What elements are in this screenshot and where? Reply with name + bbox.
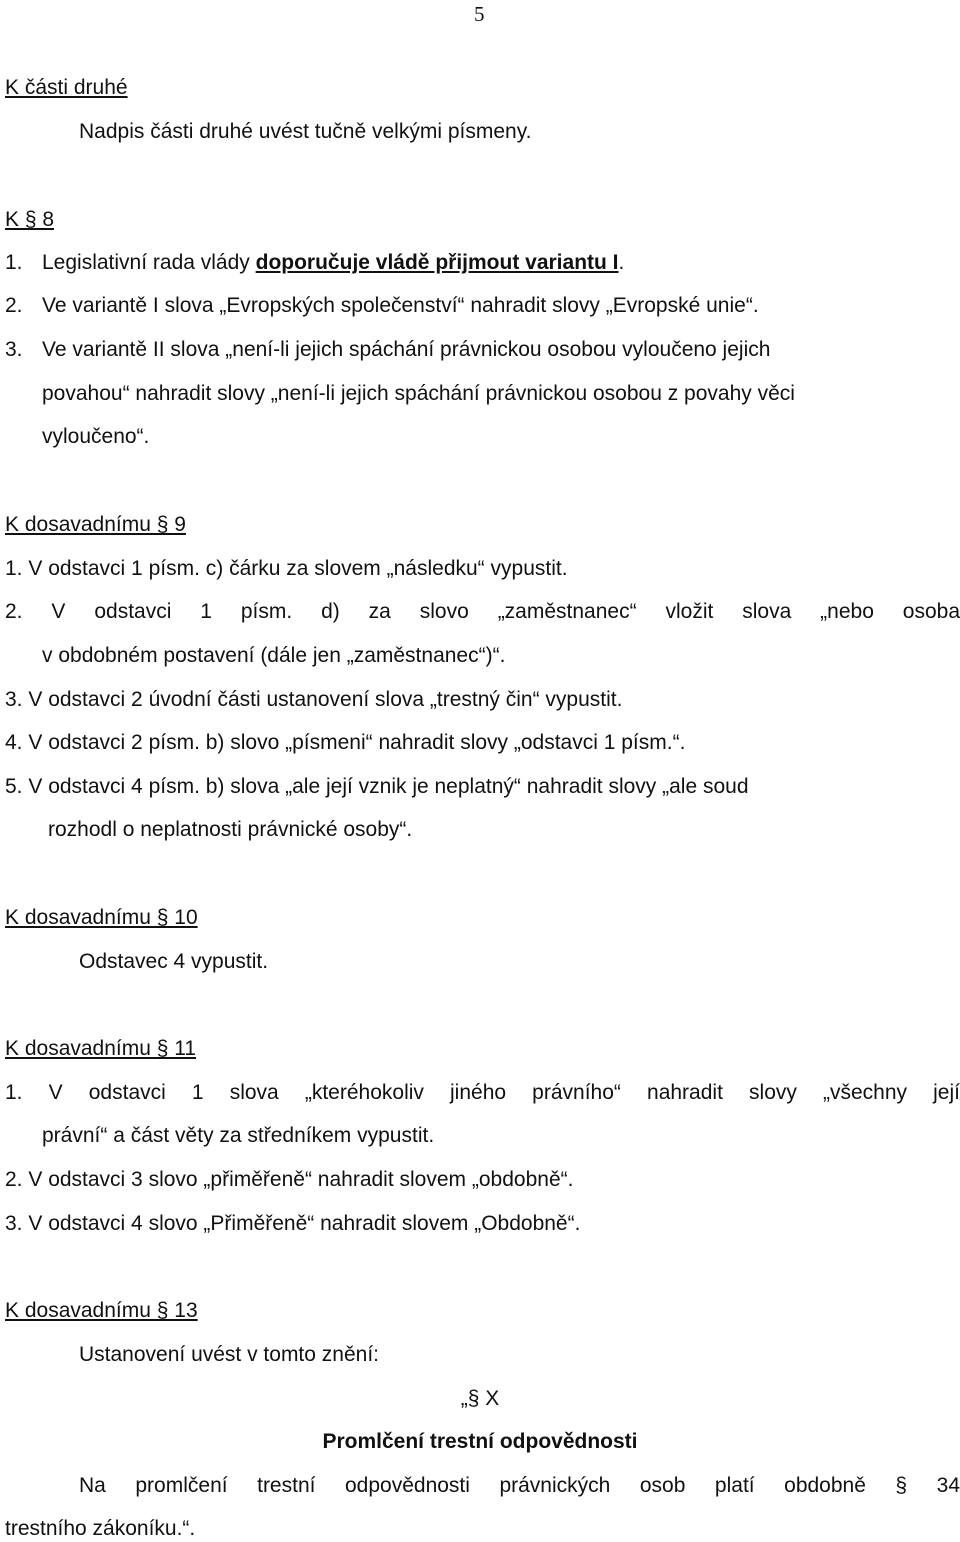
page-number: 5 bbox=[474, 2, 485, 26]
item-text-end: . bbox=[618, 251, 625, 274]
section-heading-s11: K dosavadnímu § 11 bbox=[5, 1037, 197, 1060]
item-number: 1. bbox=[5, 251, 23, 274]
s9-item-2 bbox=[5, 599, 960, 625]
s9-item-5-line-2: rozhodl o neplatnosti právnické osoby“. bbox=[48, 818, 413, 841]
paragraph-mark: „§ X bbox=[460, 1387, 500, 1410]
s8-item-3 bbox=[5, 337, 770, 363]
item-text: Ve variantě I slova „Evropských společenství“ nahradit slovy „Evropské unie“. bbox=[42, 294, 759, 317]
s8-item-2 bbox=[5, 293, 759, 319]
section-heading-s10: K dosavadnímu § 10 bbox=[5, 906, 198, 929]
s9-item-1: 1. V odstavci 1 písm. c) čárku za slovem „následku“ vypustit. bbox=[5, 557, 568, 580]
item-number: 2. bbox=[5, 294, 23, 317]
s9-item-4: 4. V odstavci 2 písm. b) slovo „písmeni“ nahradit slovy „odstavci 1 písm.“. bbox=[5, 731, 686, 754]
s9-item-2-line-2: v obdobném postavení (dále jen „zaměstnanec“)“. bbox=[42, 644, 506, 667]
s9-item-2-line-1: 2. V odstavci 1 písm. d) za slovo „zaměstnanec“ vložit slova „nebo osoba bbox=[5, 600, 960, 623]
s13-intro: Ustanovení uvést v tomto znění: bbox=[79, 1343, 379, 1366]
item-number: 3. bbox=[5, 338, 23, 361]
s8-item-3-line-2: povahou“ nahradit slovy „není-li jejich spáchání právnickou osobou z povahy věci bbox=[42, 382, 795, 405]
s11-item-1 bbox=[5, 1080, 960, 1106]
paragraph-body bbox=[79, 1473, 960, 1499]
part2-instruction: Nadpis části druhé uvést tučně velkými písmeny. bbox=[79, 120, 532, 143]
s8-item-3-line-3: vyloučeno“. bbox=[42, 425, 150, 448]
s11-item-1-line-1: 1. V odstavci 1 slova „kteréhokoliv jiného právního“ nahradit slovy „všechny její bbox=[5, 1081, 960, 1104]
paragraph-title: Promlčení trestní odpovědnosti bbox=[322, 1430, 638, 1453]
item-text: Ve variantě II slova „není-li jejich spáchání právnickou osobou vyloučeno jejich bbox=[42, 338, 771, 361]
section-heading-s9: K dosavadnímu § 9 bbox=[5, 513, 186, 536]
s11-item-1-line-2: právní“ a část věty za středníkem vypustit. bbox=[42, 1124, 435, 1147]
recommendation-text: doporučuje vládě přijmout variantu I bbox=[255, 251, 619, 274]
section-heading-s13: K dosavadnímu § 13 bbox=[5, 1299, 198, 1322]
s9-item-5: 5. V odstavci 4 písm. b) slova „ale její vznik je neplatný“ nahradit slovy „ale soud bbox=[5, 775, 749, 798]
item-text: Legislativní rada vlády bbox=[42, 251, 256, 274]
paragraph-body-line-1: Na promlčení trestní odpovědnosti právnických osob platí obdobně § 34 bbox=[79, 1474, 960, 1497]
section-heading-s8: K § 8 bbox=[5, 208, 55, 231]
s8-item-1 bbox=[5, 250, 624, 276]
s11-item-2: 2. V odstavci 3 slovo „přiměřeně“ nahradit slovem „obdobně“. bbox=[5, 1168, 574, 1191]
section-heading-part2: K části druhé bbox=[5, 76, 128, 99]
s11-item-3: 3. V odstavci 4 slovo „Přiměřeně“ nahradit slovem „Obdobně“. bbox=[5, 1212, 581, 1235]
s10-instruction: Odstavec 4 vypustit. bbox=[79, 950, 269, 973]
paragraph-body-line-2: trestního zákoníku.“. bbox=[5, 1517, 196, 1540]
s9-item-3: 3. V odstavci 2 úvodní části ustanovení slova „trestný čin“ vypustit. bbox=[5, 688, 623, 711]
